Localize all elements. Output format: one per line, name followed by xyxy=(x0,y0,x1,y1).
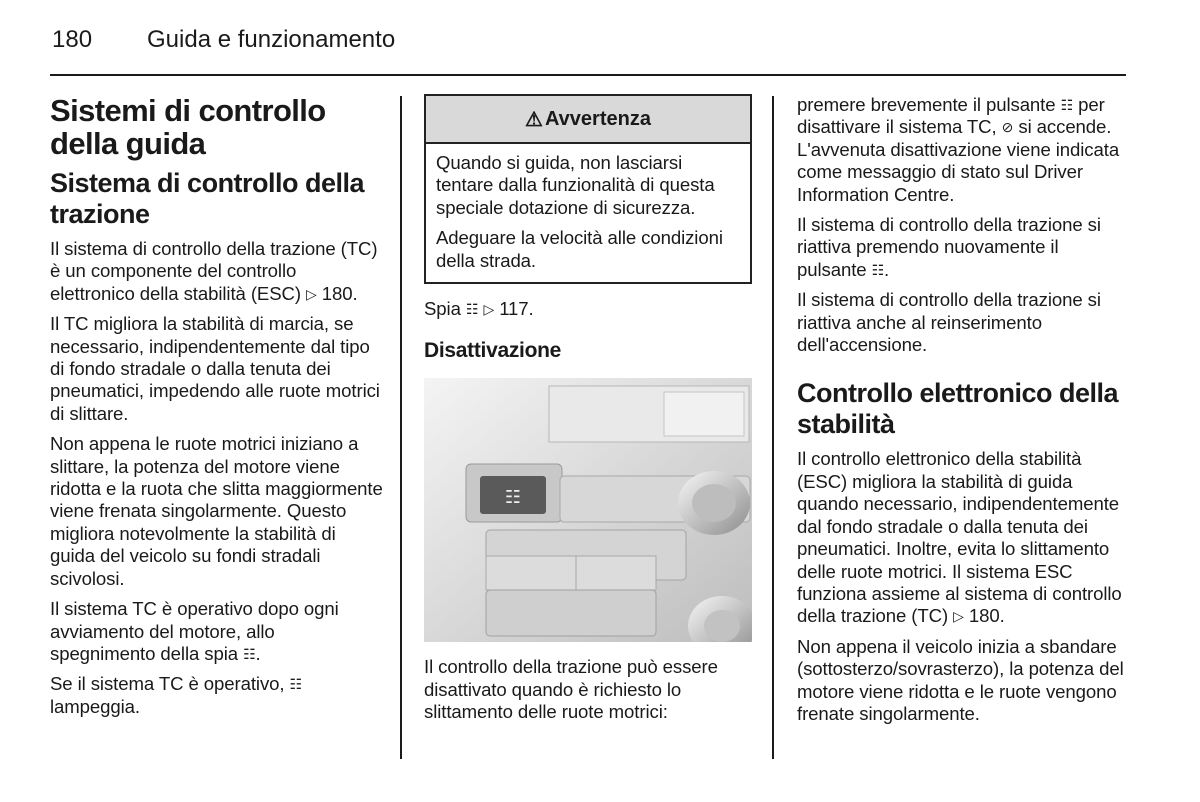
paragraph: Il sistema di controllo della trazione si riattiva premendo nuovamente il pulsante ☷. xyxy=(797,214,1101,280)
paragraph: premere brevemente il pulsante ☷ per disattivare il sistema TC, ⊘ si accende. L'avvenuta disattivazione viene indicata come messaggio di stato sul Driver Information Centre. xyxy=(797,94,1120,205)
paragraph: Non appena il veicolo inizia a sbandare (sottosterzo/sovrasterzo), la potenza del motore viene ridotta e le ruote vengono frenate singolarmente. xyxy=(797,635,1124,724)
paragraph: Il controllo elettronico della stabilità (ESC) migliora la stabilità di guida quando necessario, indipendentemente dal fondo stradale o dalla tenuta dei pneumatici. Inoltre, evita lo slittamento delle ruote motrici. Il sistema ESC funziona assieme al sistema di controllo della trazione (TC) ▷ 180. xyxy=(797,448,1122,627)
page-number: 180 xyxy=(52,26,93,53)
section-heading-tc: Sistema di controllo della trazione xyxy=(50,168,365,229)
paragraph: Il controllo della trazione può essere disattivato quando è richiesto lo slittamento delle ruote motrici: xyxy=(424,656,718,723)
header-rule xyxy=(50,74,1126,76)
column-3 xyxy=(797,94,1129,733)
traction-control-icon: ☷ xyxy=(243,645,256,662)
traction-control-icon: ☷ xyxy=(465,301,479,318)
reference-arrow-icon: ▷ xyxy=(306,285,317,302)
traction-control-off-icon: ⊘ xyxy=(1001,119,1014,136)
dashboard-photo xyxy=(424,378,752,642)
column-divider-2 xyxy=(772,96,774,759)
reference-arrow-icon: ▷ xyxy=(953,608,964,625)
page-reference-link[interactable]: 180. xyxy=(321,282,358,304)
subsection-heading: Disattivazione xyxy=(424,339,562,363)
warning-title: Avvertenza xyxy=(544,107,651,130)
traction-control-icon: ☷ xyxy=(871,261,885,278)
svg-text:☷: ☷ xyxy=(504,487,522,509)
warning-body xyxy=(426,144,750,282)
warning-triangle-icon: ⚠ xyxy=(525,108,543,131)
warning-header xyxy=(426,96,750,144)
column-1 xyxy=(50,94,385,726)
paragraph: Se il sistema TC è operativo, ☷ lampeggia. xyxy=(50,673,302,717)
page-header xyxy=(52,26,395,54)
indicator-reference: Spia ☷ ▷ 117. xyxy=(424,298,534,320)
chapter-heading: Sistemi di controllo della guida xyxy=(50,93,326,161)
warning-text: Quando si guida, non lasciarsi tentare dalla funzionalità di questa speciale dotazione di sicurezza. xyxy=(436,152,715,218)
paragraph: Il sistema di controllo della trazione si riattiva anche al reinserimento dell'accensione. xyxy=(797,289,1101,356)
column-divider-1 xyxy=(400,96,402,759)
traction-control-icon: ☷ xyxy=(1060,97,1074,113)
warning-box xyxy=(424,94,752,284)
paragraph: Non appena le ruote motrici iniziano a slittare, la potenza del motore viene ridotta e la ruota che slitta maggiormente viene frenata singolarmente. Questo migliora notevolmente la stabilità di guida del veicolo su fondi stradali scivolosi. xyxy=(50,433,383,589)
paragraph: Il TC migliora la stabilità di marcia, se necessario, indipendentemente dal tipo di fondo stradale o dalla tenuta dei pneumatici, impedendo alle ruote motrici di slittare. xyxy=(50,313,380,424)
reference-arrow-icon: ▷ xyxy=(483,301,495,318)
section-title: Guida e funzionamento xyxy=(147,26,396,53)
paragraph: Il sistema di controllo della trazione (TC) è un componente del controllo elettronico della stabilità (ESC) ▷ 180. xyxy=(50,238,378,304)
traction-control-icon: ☷ xyxy=(289,676,302,693)
section-heading-esc: Controllo elettronico della stabilità xyxy=(797,378,1119,440)
paragraph: Il sistema TC è operativo dopo ogni avviamento del motore, allo spegnimento della spia ☷. xyxy=(50,598,339,664)
warning-text: Adeguare la velocità alle condizioni della strada. xyxy=(436,227,723,271)
page-reference-link[interactable]: 180. xyxy=(968,605,1005,627)
page-reference-link[interactable]: 117. xyxy=(499,298,534,320)
column-2 xyxy=(424,94,752,732)
